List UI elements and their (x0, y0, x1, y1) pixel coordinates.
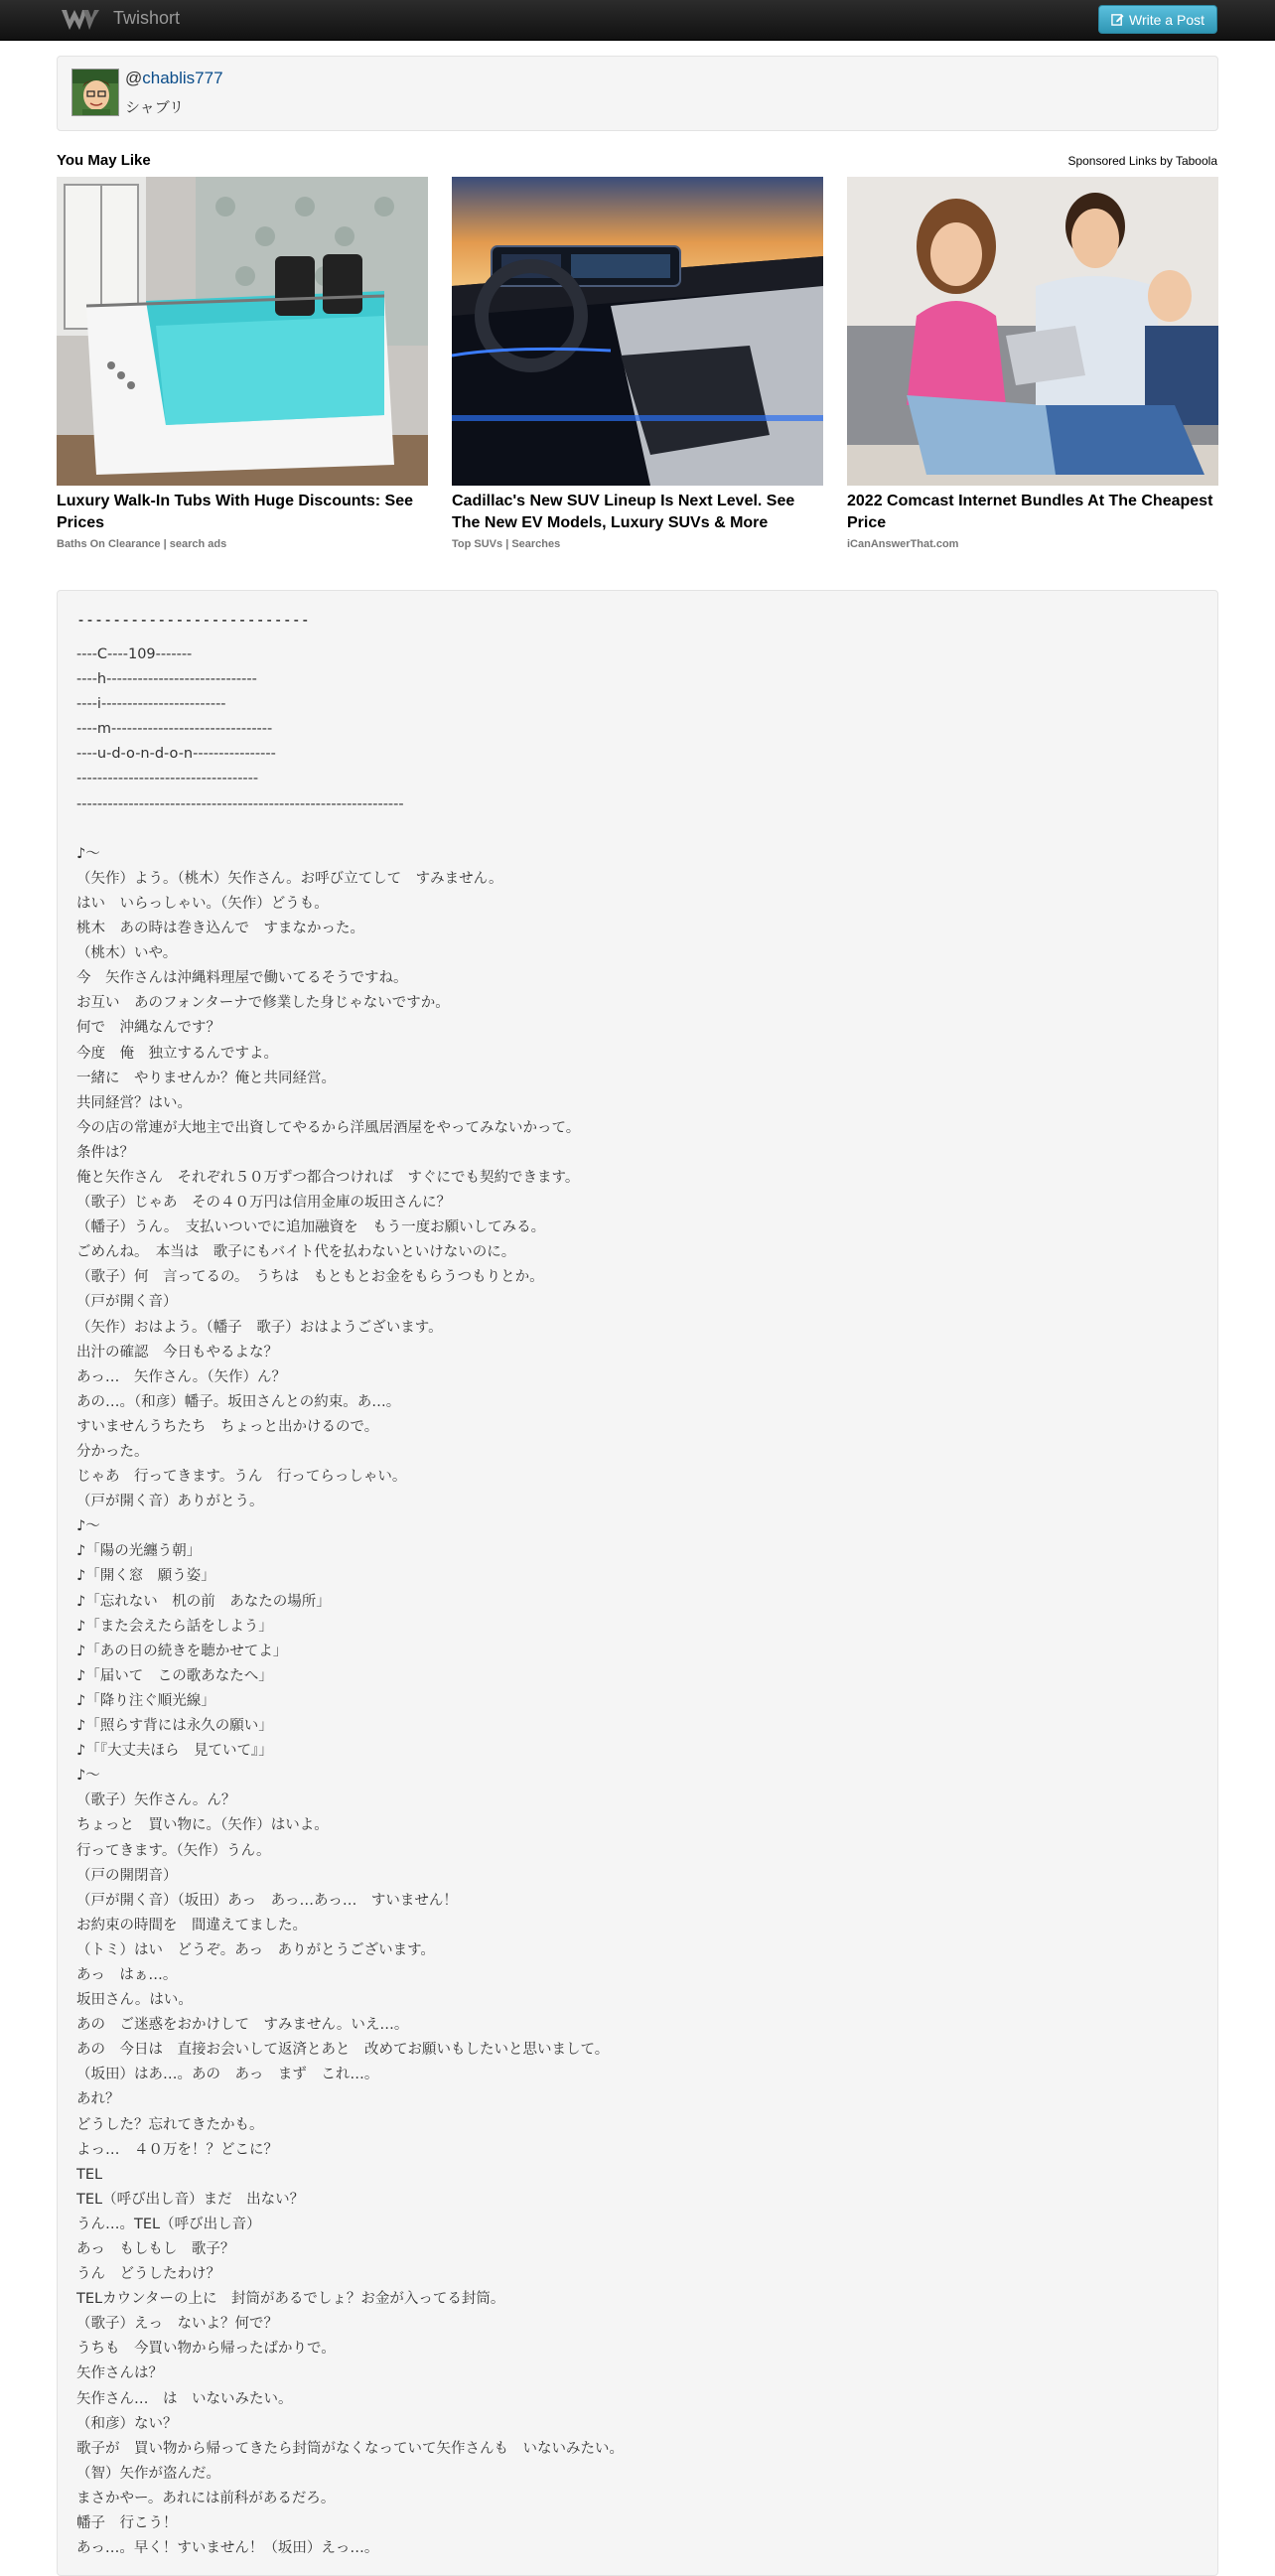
avatar[interactable] (71, 69, 119, 116)
post-line (76, 817, 1189, 842)
post-line: うちも 今買い物から帰ったばかりで。 (76, 2341, 336, 2358)
twishort-logo-icon[interactable] (60, 6, 103, 34)
post-line: ♪「照らす背には永久の願い」 (76, 1718, 273, 1735)
family-laptop-thumbnail[interactable] (847, 177, 1218, 486)
top-navbar (0, 0, 1275, 41)
post-line: （桃木）いや。 (76, 945, 178, 962)
post-line: 矢作さん… は いないみたい。 (76, 2390, 293, 2407)
post-line: じゃあ 行ってきます。うん 行ってらっしゃい。 (76, 1469, 407, 1486)
post-line: 俺と矢作さん それぞれ５０万ずつ都合つければ すぐにでも契約できます。 (76, 1169, 580, 1186)
post-line: 今度 俺 独立するんですよ。 (76, 1045, 278, 1062)
card-title[interactable]: 2022 Comcast Internet Bundles At The Cheapest Price (847, 493, 1213, 531)
post-line: ♪～ (76, 1768, 100, 1785)
post-line: （歌子）えっ ないよ？何で？ (76, 2316, 278, 2333)
post-line: （智）矢作が盗んだ。 (76, 2465, 220, 2482)
post-line: 坂田さん。はい。 (76, 1992, 193, 2009)
post-line: 行ってきます。（矢作）うん。 (76, 1842, 271, 1859)
card-source[interactable]: Baths On Clearance | search ads (57, 538, 227, 550)
post-line: ごめんね。 本当は 歌子にもバイト代を払わないといけないのに。 (76, 1244, 516, 1261)
post-line: お約束の時間を 間違えてました。 (76, 1917, 307, 1933)
post-line: ----h----------------------------- (76, 671, 257, 688)
post-line: うん…。TEL（呼び出し音） (76, 2216, 261, 2232)
post-line: （幡子）うん。 支払いついでに追加融資を もう一度お願いしてみる。 (76, 1219, 546, 1236)
post-line: ♪「陽の光纏う朝」 (76, 1543, 202, 1560)
post-line: まさかやー。あれには前科があるだろ。 (76, 2490, 336, 2506)
post-line: ♪「届いて この歌あなたへ」 (76, 1667, 273, 1684)
handle-prefix: @ (125, 69, 143, 87)
card-title[interactable]: Cadillac's New SUV Lineup Is Next Level. See The New EV Models, Luxury SUVs & More (452, 493, 795, 531)
post-line: TEL（呼び出し音）まだ 出ない？ (76, 2191, 305, 2208)
edit-icon (1111, 13, 1124, 26)
post-line: TEL (76, 2166, 103, 2183)
post-line: （矢作）よう。（桃木）矢作さん。お呼び立てして すみません。 (76, 870, 503, 887)
post-line: （歌子）矢作さん。ん？ (76, 1792, 236, 1809)
post-line: 分かった。 (76, 1444, 149, 1460)
post-line: はい いらっしゃい。（矢作）どうも。 (76, 895, 329, 912)
post-line: ----m------------------------------- (76, 721, 273, 738)
post-line: どうした？忘れてきたかも。 (76, 2116, 264, 2133)
post-line: （歌子）じゃあ その４０万円は信用金庫の坂田さんに？ (76, 1195, 451, 1212)
post-line: 今 矢作さんは沖縄料理屋で働いてるそうですね。 (76, 970, 408, 987)
post-line: お互い あのフォンターナで修業した身じゃないですか。 (76, 995, 450, 1012)
post-line: ♪「忘れない 机の前 あなたの場所」 (76, 1593, 331, 1610)
post-line: （坂田）はあ…。あの あっ まず これ…。 (76, 2067, 379, 2083)
card-source[interactable]: Top SUVs | Searches (452, 538, 561, 550)
post-line: （戸が開く音）ありがとう。 (76, 1494, 264, 1510)
post-line: 共同経営？はい。 (76, 1094, 192, 1111)
post-line: 矢作さんは？ (76, 2365, 163, 2382)
post-line: 何で 沖縄なんです？ (76, 1020, 220, 1037)
post-line: ♪「また会えたら話をしよう」 (76, 1618, 273, 1635)
post-line: （歌子）何 言ってるの。 うちは もともとお金をもらうつもりとか。 (76, 1269, 544, 1286)
post-line: 歌子が 買い物から帰ってきたら封筒がなくなっていて矢作さんも いないみたい。 (76, 2440, 624, 2457)
user-handle (125, 69, 223, 88)
post-line: （戸が開く音） (76, 1294, 178, 1311)
car-interior-thumbnail[interactable] (452, 177, 823, 486)
post-line: あっ…。早く！すいません！（坂田）えっ…。 (76, 2540, 379, 2557)
post-line: あれ？ (76, 2091, 120, 2108)
post-line: ♪「あの日の続きを聴かせてよ」 (76, 1643, 288, 1659)
post-line: 桃木 あの時は巻き込んで すまなかった。 (76, 921, 364, 937)
post-line: （矢作）おはよう。（幡子 歌子）おはようございます。 (76, 1319, 443, 1336)
post-line: ----i------------------------ (76, 696, 226, 713)
post-line: 一緒に やりませんか？俺と共同経営。 (76, 1070, 336, 1086)
post-author-box (57, 56, 1218, 131)
sponsored-links[interactable]: Sponsored Links by Taboola (1067, 154, 1217, 168)
post-line: （戸の開閉音） (76, 1867, 178, 1884)
post-line: あの ご迷惑をおかけして すみません。いえ…。 (76, 2017, 409, 2034)
post-line: ♪「『大丈夫ほら 見ていて』」 (76, 1743, 273, 1760)
post-line: あの 今日は 直接お会いして返済とあと 改めてお願いもしたいと思いまして。 (76, 2042, 610, 2059)
post-line: ----C----109------- (76, 646, 193, 662)
post-line: （トミ）はい どうぞ。あっ ありがとうございます。 (76, 1941, 435, 1958)
post-line: ♪～ (76, 1518, 100, 1535)
post-line: ♪「開く窓 願う姿」 (76, 1568, 215, 1585)
post-line: あの…。（和彦）幡子。坂田さんとの約束。あ…。 (76, 1393, 401, 1410)
post-line: すいませんうちたち ちょっと出かけるので。 (76, 1418, 379, 1435)
post-line: --------------------------------------------------------------- (76, 795, 404, 812)
recommendation-card[interactable] (452, 177, 823, 550)
post-body (57, 590, 1218, 2576)
post-line: ----------------------------------- (76, 771, 259, 787)
post-line: 今の店の常連が大地主で出資してやるから洋風居酒屋をやってみないかって。 (76, 1119, 581, 1136)
user-handle-link[interactable]: chablis777 (142, 69, 223, 87)
post-heading: -------------------------- (76, 611, 310, 629)
post-line: 幡子 行こう！ (76, 2515, 178, 2532)
post-line: TELカウンターの上に 封筒があるでしょ？お金が入ってる封筒。 (76, 2291, 505, 2308)
post-line: （戸が開く音）（坂田）あっ あっ…あっ… すいません！ (76, 1892, 458, 1909)
post-line: ----u-d-o-n-d-o-n---------------- (76, 746, 276, 763)
brand-name[interactable]: Twishort (113, 8, 181, 28)
post-line: 出汁の確認 今日もやるよな？ (76, 1344, 278, 1360)
post-line: あっ はぁ…。 (76, 1966, 178, 1983)
post-line: ♪「降り注ぐ順光線」 (76, 1692, 215, 1709)
recommendation-card[interactable] (57, 177, 428, 550)
post-line: うん どうしたわけ？ (76, 2266, 220, 2283)
recommendation-card[interactable] (847, 177, 1218, 550)
recommendations-heading: You May Like (57, 152, 151, 169)
post-line: あっ… 矢作さん。（矢作）ん？ (76, 1368, 286, 1385)
avatar-image (72, 70, 119, 116)
card-title[interactable]: Luxury Walk-In Tubs With Huge Discounts: See Prices (57, 493, 413, 531)
write-post-label: Write a Post (1129, 11, 1204, 28)
post-line: あっ もしもし 歌子？ (76, 2241, 235, 2257)
post-line: ♪～ (76, 845, 100, 862)
post-text (76, 643, 1189, 2561)
post-line: （和彦）ない？ (76, 2415, 178, 2432)
card-source[interactable]: iCanAnswerThat.com (847, 538, 959, 550)
write-post-button[interactable] (1098, 5, 1217, 34)
tub-thumbnail[interactable] (57, 177, 428, 486)
post-line: 条件は？ (76, 1144, 134, 1161)
post-line: ちょっと 買い物に。（矢作）はいよ。 (76, 1817, 329, 1834)
user-display-name: シャブリ (125, 98, 185, 116)
post-line: よっ… ４０万を！？どこに？ (76, 2141, 278, 2158)
